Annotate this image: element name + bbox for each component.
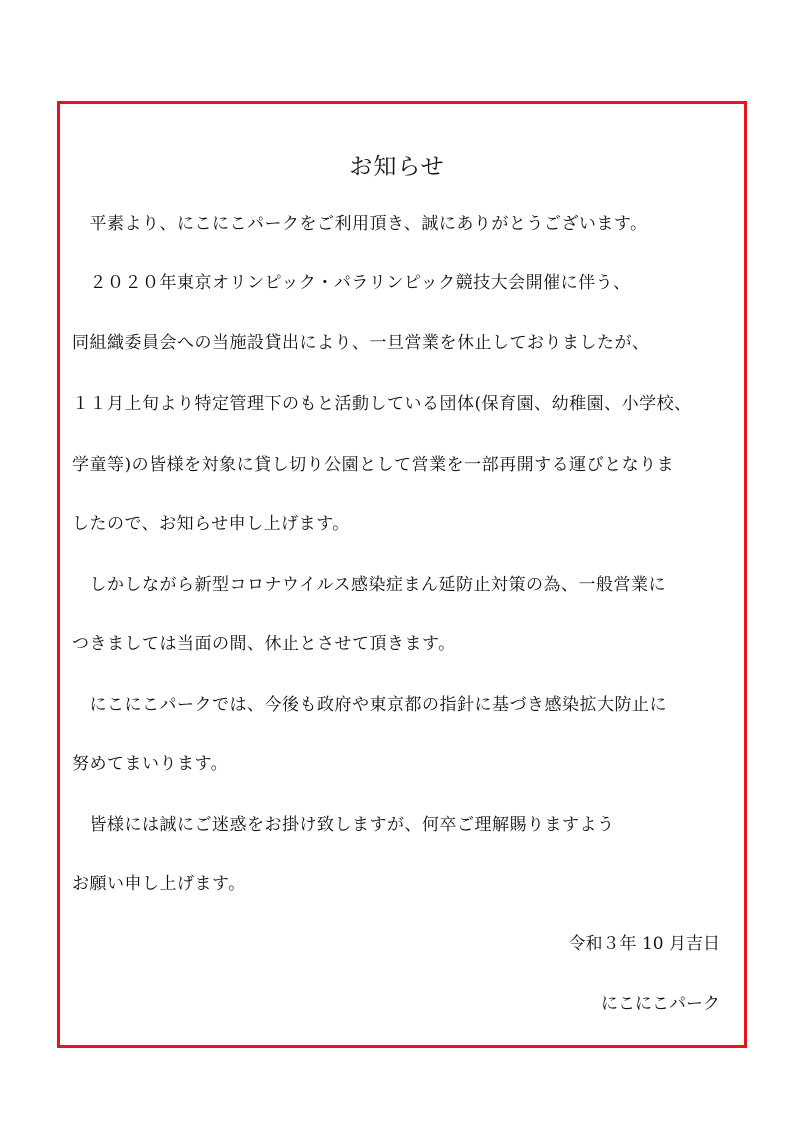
notice-line-3: 同組織委員会への当施設貸出により、一旦営業を休止しておりましたが、 [72,333,650,353]
notice-line-5: 学童等)の皆様を対象に貸し切り公園として営業を一部再開する運びとなりま [72,455,675,475]
notice-line-9: にこにこパークでは、今後も政府や東京都の指針に基づき感染拡大防止に [72,695,667,715]
notice-line-12: お願い申し上げます。 [72,874,246,894]
notice-line-11: 皆様には誠にご迷惑をお掛け致しますが、何卒ご理解賜りますよう [72,815,615,835]
notice-line-2: ２０２０年東京オリンピック・パラリンピック競技大会開催に伴う、 [72,273,631,293]
notice-line-4: １１月上旬より特定管理下のもと活動している団体(保育園、幼稚園、小学校、 [72,394,692,414]
notice-line-7: しかしながら新型コロナウイルス感染症まん延防止対策の為、一般営業に [72,575,666,595]
notice-signature: にこにこパーク [601,994,720,1014]
notice-date: 令和３年 10 月吉日 [568,934,720,954]
notice-line-6: したので、お知らせ申し上げます。 [72,514,350,534]
notice-title: お知らせ [349,154,445,180]
notice-line-8: つきましては当面の間、休止とさせて頂きます。 [72,634,456,654]
notice-line-10: 努めてまいります。 [72,754,229,774]
notice-line-1: 平素より、にこにこパークをご利用頂き、誠にありがとうございます。 [72,214,648,234]
